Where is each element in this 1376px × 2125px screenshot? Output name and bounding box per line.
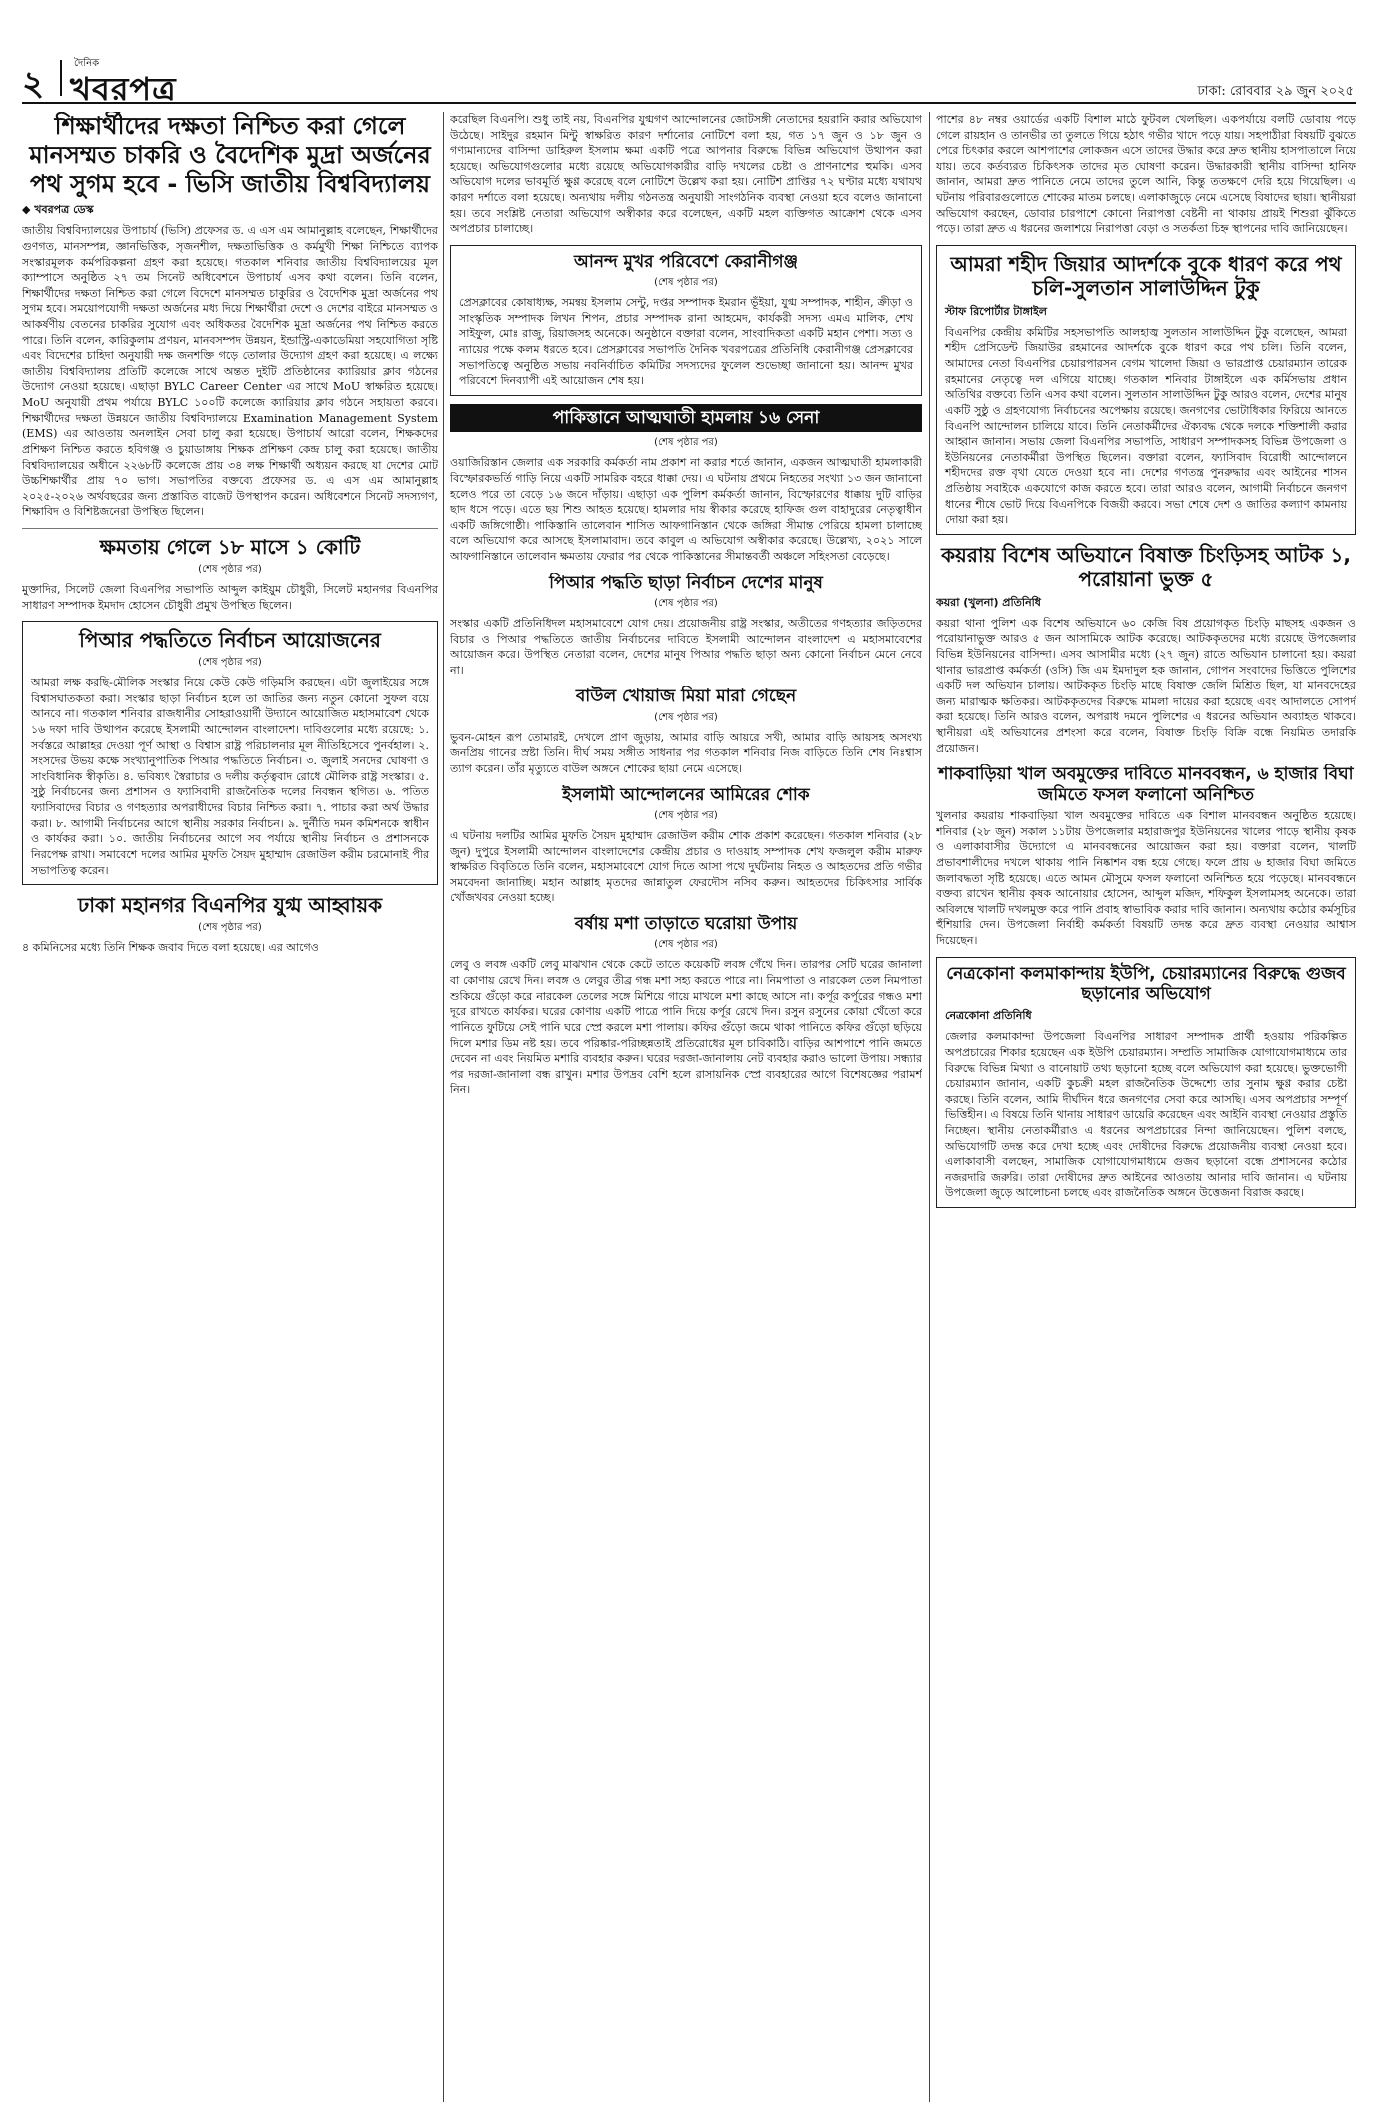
article-headline: আমরা শহীদ জিয়ার আদর্শকে বুকে ধারণ করে পথ চলি-সুলতান সালাউদ্দিন টুকু xyxy=(950,251,1342,300)
article-dhaka-bnp xyxy=(22,893,438,956)
brand-subtitle: দৈনিক xyxy=(74,58,100,69)
article-body: কয়রা থানা পুলিশ এক বিশেষ অভিযানে ৬০ কেজি বিষ প্রয়োগকৃত চিংড়ি মাছসহ একজন ও পরোয়ানাভুক্ত আরও ৫ জন আসামিকে আটক করেছে। আটককৃতদের মধ্যে রয়েছে উপজেলার বিভিন্ন ইউনিয়নের বাসিন্দা। এসব আসামীর মধ্যে (২৭ জুন) রাতে অভিযান চালানো হয়। কয়রা থানার ভারপ্রাপ্ত কর্মকর্তা (ওসি) জি এম ইমদাদুল হক জানান, গোপন সংবাদের ভিত্তিতে পুলিশের একটি দল অভিযান চালায়। আটককৃত চিংড়ি মাছে বিষাক্ত জেলি মিশ্রিত ছিল, যা মানবদেহের জন্য মারাত্মক ক্ষতিকর। আটককৃতদের বিরুদ্ধে মামলা দায়ের করা হয়েছে এবং আদালতে সোপর্দ করা হয়েছে। তিনি আরও বলেন, অপরাধ দমনে পুলিশের এ ধরনের অভিযান অব্যাহত থাকবে। স্থানীয়রা এই অভিযানের প্রশংসা করে বলেন, বিষাক্ত চিংড়ি বিক্রি বন্ধে নিয়মিত তদারকি প্রয়োজন। xyxy=(936,616,1356,755)
article-headline: শিক্ষার্থীদের দক্ষতা নিশ্চিত করা গেলে মানসম্মত চাকরি ও বৈদেশিক মুদ্রা অর্জনের পথ সুগম হবে - ভিসি জাতীয় বিশ্ববিদ্যালয় xyxy=(29,112,431,198)
continued-label: (শেষ পৃষ্ঠার পর) xyxy=(198,922,262,934)
article-baul-khowaj xyxy=(450,686,922,776)
continued-label: (শেষ পৃষ্ঠার পর) xyxy=(198,657,262,669)
divider xyxy=(22,528,438,529)
article-body: ভুবন-মোহন রূপ তোমারই, দেখলে প্রাণ জুড়ায়, আমার বাড়ি আয়রে সখী, আমার বাড়ি আয়সহ অসংখ্য জনপ্রিয় গানের স্রষ্টা তিনি। দীর্ঘ সময় সঙ্গীত সাধনার পর গতকাল শনিবার নিজ বাড়িতে তিনি শেষ নিঃশ্বাস ত্যাগ করেন। তাঁর মৃত্যুতে বাউল অঙ্গনে শোকের ছায়া নেমে এসেছে। xyxy=(450,730,922,776)
article-body: এ ঘটনায় দলটির আমির মুফতি সৈয়দ মুহাম্মাদ রেজাউল করীম শোক প্রকাশ করেছেন। গতকাল শনিবার (২৮ জুন) দুপুরে ইসলামী আন্দোলন বাংলাদেশের কেন্দ্রীয় প্রচার ও দাওয়াহ সম্পাদক শেখ ফজলুল করীম মারুফ স্বাক্ষরিত বিবৃতিতে তিনি বলেন, মহাসমাবেশে যোগ দিতে আসা পথে দুর্ঘটনায় নিহত ও আহতদের প্রতি গভীর সমবেদনা জানাচ্ছি। মহান আল্লাহ মৃতদের জান্নাতুল ফেরদৌস নসিব করুন। আহতদের চিকিৎসার সার্বিক খোঁজখবর নেওয়া হচ্ছে। xyxy=(450,829,922,905)
article-kalmakanda-rumor xyxy=(936,957,1356,1208)
continued-label: (শেষ পৃষ্ঠার পর) xyxy=(654,810,718,822)
continued-label: (শেষ পৃষ্ঠার পর) xyxy=(654,711,718,723)
continued-label: (শেষ পৃষ্ঠার পর) xyxy=(198,563,262,575)
continued-label: (শেষ পৃষ্ঠার পর) xyxy=(654,277,718,289)
article-headline: পিআর পদ্ধতি ছাড়া নির্বাচন দেশের মানুষ xyxy=(549,572,823,593)
column-rule xyxy=(929,112,930,2102)
masthead xyxy=(22,56,1356,108)
brand-logo: খবরপত্র xyxy=(70,70,177,108)
article-headline: ঢাকা মহানগর বিএনপির যুগ্ম আহ্বায়ক xyxy=(77,893,383,918)
article-headline: বর্ষায় মশা তাড়াতে ঘরোয়া উপায় xyxy=(574,914,798,935)
article-headline: কয়রায় বিশেষ অভিযানে বিষাক্ত চিংড়িসহ আটক ১, পরোয়ানা ভুক্ত ৫ xyxy=(941,542,1351,591)
article-headline: শাকবাড়িয়া খাল অবমুক্তের দাবিতে মানববন্ধন, ৬ হাজার বিঘা জমিতে ফসল ফলানো অনিশ্চিত xyxy=(938,764,1354,805)
article-body: খুলনার কয়রায় শাকবাড়িয়া খাল অবমুক্তের দাবিতে এক বিশাল মানববন্ধন অনুষ্ঠিত হয়েছে। শনিবার (২৮ জুন) সকাল ১১টায় উপজেলার মহারাজপুর ইউনিয়নের খালের পাড়ে স্থানীয় কৃষক ও এলাকাবাসীর উদ্যোগে এ মানববন্ধনের আয়োজন করা হয়। বক্তারা বলেন, খালটি প্রভাবশালীদের দখলে থাকায় পানি নিষ্কাশন বন্ধ হয়ে গেছে। ফলে প্রায় ৬ হাজার বিঘা জমিতে জলাবদ্ধতা সৃষ্টি হয়েছে। এতে আমন মৌসুমে ফসল ফলানো অনিশ্চিত হয়ে পড়েছে। মানববন্ধনে বক্তব্য রাখেন স্থানীয় কৃষক আনোয়ার হোসেন, আব্দুল মজিদ, শফিকুল ইসলামসহ অনেকে। তারা অবিলম্বে খালটি দখলমুক্ত করে পানি প্রবাহ স্বাভাবিক করার দাবি জানান। অন্যথায় কঠোর কর্মসূচির হুঁশিয়ারি দেন। উপজেলা নির্বাহী কর্মকর্তা বিষয়টি তদন্ত করে দ্রুত ব্যবস্থা নেওয়ার আশ্বাস দিয়েছেন। xyxy=(936,809,1356,947)
masthead-divider xyxy=(60,60,62,96)
column-left xyxy=(22,112,438,2102)
article-body: পাশের ৪৮ নম্বর ওয়ার্ডের একটি বিশাল মাঠে ফুটবল খেলছিল। একপর্যায়ে বলটি ডোবায় পড়ে গেলে রায়হান ও তানভীর তা তুলতে গিয়ে হঠাৎ গভীর খাদে পড়ে যায়। সহপাঠীরা বিষয়টি বুঝতে পেরে চিৎকার করলে আশপাশের লোকজন এসে তাদের উদ্ধার করে দ্রুত স্থানীয় হাসপাতালে নিয়ে যায়। তবে কর্তব্যরত চিকিৎসক তাদের মৃত ঘোষণা করেন। উদ্ধারকারী স্থানীয় বাসিন্দা হানিফ জানান, আমরা দ্রুত পানিতে নেমে তাদের তুলে আনি, কিন্তু ততক্ষণে দেরি হয়ে গিয়েছিল। এ ঘটনায় পরিবারগুলোতে শোকের মাতম চলছে। এলাকাজুড়ে নেমে এসেছে বিষাদের ছায়া। স্থানীয়রা অভিযোগ করছেন, ডোবার চারপাশে কোনো নিরাপত্তা বেষ্টনী না থাকায় প্রায়ই শিশুরা ঝুঁকিতে পড়ে। তারা দ্রুত এ ধরনের জলাশয়ে নিরাপত্তা বেড়া ও সতর্কতা চিহ্ন স্থাপনের দাবি জানিয়েছেন। xyxy=(936,113,1356,236)
article-pr-election xyxy=(22,621,438,885)
article-byline: ◆ খবরপত্র ডেস্ক xyxy=(22,203,94,217)
article-headline: ইসলামী আন্দোলনের আমিরের শোক xyxy=(562,784,810,805)
article-headline: ক্ষমতায় গেলে ১৮ মাসে ১ কোটি xyxy=(99,534,361,559)
continued-label: (শেষ পৃষ্ঠার পর) xyxy=(654,437,718,449)
article-byline: কয়রা (খুলনা) প্রতিনিধি xyxy=(936,595,1041,609)
article-body: জেলার কলমাকান্দা উপজেলা বিএনপির সাধারণ সম্পাদক প্রার্থী হওয়ায় পরিকল্পিত অপপ্রচারের শিকার হয়েছেন এক ইউপি চেয়ারম্যান। সম্প্রতি সামাজিক যোগাযোগমাধ্যমে তার বিরুদ্ধে বিভিন্ন মিথ্যা ও বানোয়াট তথ্য ছড়ানো হচ্ছে বলে অভিযোগ করা হয়েছে। ভুক্তভোগী চেয়ারম্যান জানান, একটি কুচক্রী মহল রাজনৈতিক উদ্দেশ্যে তার সুনাম ক্ষুণ্ণ করার চেষ্টা করছে। তিনি বলেন, আমি দীর্ঘদিন ধরে জনগণের সেবা করে আসছি। এসব অপপ্রচার সম্পূর্ণ ভিত্তিহীন। এ বিষয়ে তিনি থানায় সাধারণ ডায়েরি করেছেন এবং আইনি ব্যবস্থা নেওয়ার প্রস্তুতি নিচ্ছেন। স্থানীয় নেতাকর্মীরাও এ ধরনের অপপ্রচারের নিন্দা জানিয়েছেন। পুলিশ বলছে, অভিযোগটি তদন্ত করে দেখা হচ্ছে এবং দোষীদের বিরুদ্ধে প্রয়োজনীয় ব্যবস্থা নেওয়া হবে। এলাকাবাসী বলছেন, সামাজিক যোগাযোগমাধ্যমে গুজব ছড়ানো বন্ধে প্রশাসনের কঠোর নজরদারি জরুরি। তারা দোষীদের দ্রুত আইনের আওতায় আনার দাবি জানান। এ ঘটনায় উপজেলা জুড়ে আলোচনা চলছে এবং রাজনৈতিক অঙ্গনে উত্তেজনা বিরাজ করছে। xyxy=(945,1030,1347,1200)
column-right xyxy=(936,112,1356,2102)
page-number: ২ xyxy=(22,64,45,104)
article-gazipur-continued xyxy=(936,112,1356,237)
column-middle xyxy=(450,112,922,2102)
article-mosquito-tips xyxy=(450,914,922,1098)
article-byline: নেত্রকোনা প্রতিনিধি xyxy=(945,1009,1032,1023)
article-body: ওয়াজিরিস্তান জেলার এক সরকারি কর্মকর্তা নাম প্রকাশ না করার শর্তে জানান, একজন আত্মঘাতী হামলাকারী বিস্ফোরকভর্তি গাড়ি নিয়ে একটি সামরিক বহরে ধাক্কা দেয়। এ ঘটনায় প্রথমে নিহতের সংখ্যা ১৩ জন জানানো হলেও পরে তা বেড়ে ১৬ জনে দাঁড়ায়। এছাড়া এক পুলিশ কর্মকর্তা জানান, বিস্ফোরণের ধাক্কায় দুটি বাড়ির ছাদ ধসে পড়ে। এতে ছয় শিশু আহত হয়েছে। হামলার দায় স্বীকার করেছে হাফিজ গুল বাহাদুরের নেতৃত্বাধীন একটি জঙ্গিগোষ্ঠী। পাকিস্তানি তালেবান শাসিত আফগানিস্তান থেকে জঙ্গিরা সীমান্ত পেরিয়ে হামলা চালাচ্ছে বলে অভিযোগ করে আসছে ইসলামাবাদ। তবে কাবুল এ অভিযোগ অস্বীকার করেছে। উল্লেখ্য, ২০২১ সালে আফগানিস্তানে তালেবান ক্ষমতায় ফেরার পর থেকে পাকিস্তানের সীমান্তবর্তী অঞ্চলে সহিংসতা বেড়েছে। xyxy=(450,456,922,563)
article-body: প্রেসক্লাবের কোষাধ্যক্ষ, সমন্বয় ইসলাম সেন্টু, দপ্তর সম্পাদক ইমরান ভূঁইয়া, যুগ্ম সম্পাদক, শাহীন, ক্রীড়া ও সাংস্কৃতিক সম্পাদক লিখন শিপন, প্রচার সম্পাদক রানা আহমেদ, কার্যকরী সদস্য এমএ মালিক, শেখ সাইফুল, মোঃ রাজু, রিয়াজসহ অনেকে। অনুষ্ঠানে বক্তারা বলেন, সাংবাদিকতা একটি মহান পেশা। সত্য ও ন্যায়ের পক্ষে কলম ধরতে হবে। প্রেসক্লাবের সভাপতি দৈনিক খবরপত্রের প্রতিনিধি কেরানীগঞ্জ প্রেসক্লাবের সভাপতিত্বে অনুষ্ঠিত সভায় নবনির্বাচিত কমিটির সদস্যদের ফুলেল শুভেচ্ছা জানানো হয়। আনন্দ মুখর পরিবেশে দিনব্যাপী এই আয়োজন শেষ হয়। xyxy=(459,296,913,388)
column-rule xyxy=(443,112,444,2102)
article-headline: নেত্রকোনা কলমাকান্দায় ইউপি, চেয়ারম্যানের বিরুদ্ধে গুজব ছড়ানোর অভিযোগ xyxy=(946,963,1346,1004)
article-byline: স্টাফ রিপোর্টার টাঙ্গাইল xyxy=(945,304,1047,318)
article-headline: পিআর পদ্ধতিতে নির্বাচন আয়োজনের xyxy=(79,628,381,653)
article-headline: আনন্দ মুখর পরিবেশে কেরানীগঞ্জ xyxy=(573,251,798,272)
article-body: লেবু ও লবঙ্গ একটি লেবু মাঝখান থেকে কেটে তাতে কয়েকটি লবঙ্গ গেঁথে দিন। তারপর সেটি ঘরের জানালা বা কোণায় রেখে দিন। লবঙ্গ ও লেবুর তীব্র গন্ধ মশা সহ্য করতে পারে না। নিমপাতা ও নারকেল তেল নিমপাতা শুকিয়ে গুঁড়ো করে নারকেল তেলের সঙ্গে মিশিয়ে গায়ে মাখলে মশা কাছে আসে না। কর্পূর কর্পূরের গন্ধও মশা দূরে রাখতে কার্যকর। ঘরের কোণায় একটি পাত্রে পানি দিয়ে কর্পূর রেখে দিন। রসুন রসুনের কোয়া থেঁতো করে পানিতে ফুটিয়ে সেই পানি ঘরে স্প্রে করলে মশা পালায়। কফির গুঁড়ো জমে থাকা পানিতে কফির গুঁড়ো ছড়িয়ে দিলে মশার ডিম নষ্ট হয়। তবে পরিষ্কার-পরিচ্ছন্নতাই প্রতিরোধের মূল চাবিকাঠি। বাড়ির আশপাশে পানি জমতে দেবেন না এবং নিয়মিত মশারি ব্যবহার করুন। ঘরের দরজা-জানালায় নেট ব্যবহার করাও ভালো উপায়। সন্ধ্যার পর দরজা-জানালা বন্ধ রাখুন। মশার উপদ্রব বেশি হলে রাসায়নিক স্প্রে ব্যবহারের আগে বিশেষজ্ঞের পরামর্শ নিন। xyxy=(450,958,922,1097)
article-koyra-shrimp xyxy=(936,543,1356,756)
article-headline: পাকিস্তানে আত্মঘাতী হামলায় ১৬ সেনা xyxy=(450,404,922,432)
article-bnp-notice xyxy=(450,112,922,237)
article-body: জাতীয় বিশ্ববিদ্যালয়ের উপাচার্য (ভিসি) প্রফেসর ড. এ এস এম আমানুল্লাহ বলেছেন, শিক্ষার্থীদের গুণগত, মানসম্পন্ন, জ্ঞানভিত্তিক, সৃজনশীল, দক্ষতাভিত্তিক ও কর্মমুখী শিক্ষা নিশ্চিতে ব্যাপক সংস্কারমূলক কর্মপরিকল্পনা গ্রহণ করা হয়েছে। গতকাল শনিবার জাতীয় বিশ্ববিদ্যালয়ের মূল ক্যাম্পাসে অনুষ্ঠিত ২৭ তম সিনেট অধিবেশনে উপাচার্য এসব কথা বলেন। তিনি বলেন, শিক্ষার্থীদের দক্ষতা নিশ্চিত করা গেলে বিদেশে মানসম্মত চাকুরির ও বৈদেশিক মুদ্রা অর্জনের পথ সুগম হবে। সময়োপযোগী দক্ষতা অর্জনের মধ্য দিয়ে শিক্ষার্থীরা দেশে ও দেশের বাইরে মানসম্মত ও আকর্ষণীয় বেতনের চাকরির সুযোগ এবং অধিকতর বৈদেশিক মুদ্রা অর্জনের পথ নিশ্চিত করতে পারে। তিনি বলেন, কারিকুলাম প্রণয়ন, মানবসম্পদ উন্নয়ন, ইন্ডাস্ট্রি-একাডেমিয়া সহযোগিতা সৃষ্টি এবং বিদেশের চাহিদা অনুযায়ী দক্ষ জনশক্তি গড়ে তোলার উদ্যোগ গ্রহণ করা হয়েছে। এ লক্ষ্যে জাতীয় বিশ্ববিদ্যালয় প্রতিটি কলেজে সাথে অন্তত দুইটি প্রতিষ্ঠানের ক্যারিয়ার ক্লাব গঠনের উদ্যোগ নেওয়া হয়েছে। এছাড়া BYLC Career Center এর সাথে MoU স্বাক্ষরিত হয়েছে। MoU অনুযায়ী প্রথম পর্যায়ে BYLC ১০০টি কলেজে ক্যারিয়ার ক্লাব গঠনে সহায়তা করবে। শিক্ষার্থীদের দক্ষতা উন্নয়নে জাতীয় বিশ্ববিদ্যালয়ে Examination Management System (EMS) এর আওতায় অনলাইন সেবা চালু করা হয়েছে। উপাচার্য আরো বলেন, শিক্ষকদের প্রশিক্ষণ নিশ্চিত করতে হবিগঞ্জ ও চুয়াডাঙ্গায় শিক্ষক প্রশিক্ষণ কেন্দ্র চালু করা হয়েছে। জাতীয় বিশ্ববিদ্যালয়ের অধীনে ২২৬৮টি কলেজে প্রায় ৩৪ লক্ষ শিক্ষার্থী অধ্যয়ন করছে যা দেশের মোট উচ্চশিক্ষার্থীর প্রায় ৭০ ভাগ। সভাপতির বক্তব্যে প্রফেসর ড. এ এস এম আমানুল্লাহ ২০২৫-২০২৬ অর্থবছরের জন্য প্রস্তাবিত বাজেট উপস্থাপন করেন। অধিবেশনে সিনেট সদস্যগণ, শিক্ষাবিদ ও বিশিষ্টজনেরা উপস্থিত ছিলেন। xyxy=(22,224,438,519)
article-nu-vc-skills xyxy=(22,112,438,520)
article-keraniganj xyxy=(450,245,922,396)
article-body: ৪ কমিনিসের মধ্যে তিনি শিক্ষক জবাব দিতে বলা হয়েছে। এর আগেও xyxy=(22,941,319,955)
article-body: সংস্কার একটি প্রতিনিধিদল মহাসমাবেশে যোগ দেয়। প্রয়োজনীয় রাষ্ট্র সংস্কার, অতীতের গণহত্যার জড়িতদের বিচার ও পিআর পদ্ধতিতে জাতীয় নির্বাচনের দাবিতে ইসলামী আন্দোলন বাংলাদেশ এ মহাসমাবেশের আয়োজন করে। উপস্থিত নেতারা বলেন, দেশের মানুষ পিআর পদ্ধতি ছাড়া অন্য কোনো নির্বাচন মেনে নেবে না। xyxy=(450,616,922,677)
article-body: করেছিল বিএনপি। শুধু তাই নয়, বিএনপির যুগ্মগণ আন্দোলনের জোটসঙ্গী নেতাদের হয়রানি করার অভিযোগ উঠেছে। সাইদুর রহমান মিন্টু স্বাক্ষরিত কারণ দর্শানোর নোটিশে বলা হয়, গত ১৭ জুন ও ১৮ জুন ও গণ্যমান্যদের বাসিন্দা ডাহিরুল ইসলাম ক্ষমা একটি পত্রে আপনার বিরুদ্ধে বিভিন্ন অভিযোগ উত্থাপন করা হয়েছে। অভিযোগগুলোর মধ্যে রয়েছে অভিযোগকারীর বাড়ি দখলের চেষ্টা ও প্রাণনাশের হুমকি। এসব অভিযোগ দলের ভাবমূর্তি ক্ষুণ্ণ করেছে বলে নোটিশে উল্লেখ করা হয়। নোটিশ প্রাপ্তির ৭২ ঘণ্টার মধ্যে যথাযথ কারণ দর্শাতে বলা হয়েছে। অন্যথায় দলীয় গঠনতন্ত্র অনুযায়ী সাংগঠনিক ব্যবস্থা নেওয়া হবে বলেও জানানো হয়। তবে সংশ্লিষ্ট নেতারা অভিযোগ অস্বীকার করে বলেছেন, একটি মহল ব্যক্তিগত আক্রোশ থেকে এসব অপপ্রচার চালাচ্ছে। xyxy=(450,113,922,236)
article-headline: বাউল খোয়াজ মিয়া মারা গেছেন xyxy=(575,686,797,707)
article-pr-method xyxy=(450,573,922,679)
article-amir-condolence xyxy=(450,785,922,906)
article-power-18-months xyxy=(22,535,438,613)
dateline: ঢাকা: রোববার ২৯ জুন ২০২৫ xyxy=(1197,84,1354,99)
continued-label: (শেষ পৃষ্ঠার পর) xyxy=(654,597,718,609)
article-body: আমরা লক্ষ করছি-মৌলিক সংস্কার নিয়ে কেউ কেউ গড়িমসি করছেন। এটা জুলাইয়ের সঙ্গে বিশ্বাসঘাতকতা করা। সংস্কার ছাড়া নির্বাচন হলে তা জাতির জন্য নতুন কোনো সুফল বয়ে আনবে না। গতকাল শনিবার রাজধানীর সোহরাওয়ার্দী উদ্যানে আয়োজিত মহাসমাবেশ থেকে ১৬ দফা দাবি উত্থাপন করেছে ইসলামী আন্দোলন বাংলাদেশ। দাবিগুলোর মধ্যে রয়েছে: ১. সর্বস্তরে আল্লাহর দেওয়া পূর্ণ আস্থা ও বিশ্বাস রাষ্ট্র পরিচালনার মূল নীতিহিসেবে পুনর্বহাল। ২. সংসদের উভয় কক্ষে সংখ্যানুপাতিক পিআর পদ্ধতিতে নির্বাচন। ৩. জুলাই সনদের ঘোষণা ও সাংবিধানিক স্বীকৃতি। ৪. ভবিষ্যৎ স্বৈরাচার ও দলীয় কর্তৃত্ববাদ রোধে মৌলিক রাষ্ট্র সংস্কার। ৫. সুষ্ঠু নির্বাচনের জন্য প্রশাসন ও ফ্যাসিবাদী রাজনৈতিক দলের নিবন্ধন স্থগিত। ৬. পতিত ফ্যাসিবাদের বিচার ও গণহত্যার অপরাধীদের বিচার নিশ্চিত করা। ৭. পাচার করা অর্থ উদ্ধার করা। ৮. আগামী নির্বাচনের আগে স্থানীয় সরকার নির্বাচন। ৯. দুর্নীতি দমন কমিশনকে স্বাধীন ও কার্যকর করা। ১০. জাতীয় নির্বাচনের আগে সব পর্যায়ে স্থানীয় নির্বাচন ও প্রশাসনকে নিরপেক্ষ রাখা। সমাবেশে দলের আমির মুফতি সৈয়দ মুহাম্মাদ রেজাউল করীম চরমোনাই পীর সভাপতিত্ব করেন। xyxy=(31,676,429,877)
continued-label: (শেষ পৃষ্ঠার পর) xyxy=(654,939,718,951)
article-shakbaria-canal xyxy=(936,764,1356,948)
article-tuku-bnp xyxy=(936,245,1356,535)
article-body: মুক্তাদির, সিলেট জেলা বিএনপির সভাপতি আব্দুল কাইয়ুম চৌধুরী, সিলেট মহানগর বিএনপির সাধারণ সম্পাদক ইমদাদ হোসেন চৌধুরী প্রমুখ উপস্থিত ছিলেন। xyxy=(22,582,438,612)
article-pakistan-attack xyxy=(450,404,922,565)
page-content xyxy=(22,112,1356,2102)
article-body: বিএনপির কেন্দ্রীয় কমিটির সহসভাপতি আলহাজ্ব সুলতান সালাউদ্দিন টুকু বলেছেন, আমরা শহীদ প্রেসিডেন্ট জিয়াউর রহমানের আদর্শকে বুকে ধারণ করে পথ চলি। তিনি বলেন, আমাদের নেতা বিএনপির চেয়ারপারসন বেগম খালেদা জিয়া ও ভারপ্রাপ্ত চেয়ারম্যান তারেক রহমানের নেতৃত্বে দল এগিয়ে যাচ্ছে। গতকাল শনিবার টাঙ্গাইলে এক কর্মিসভায় প্রধান অতিথির বক্তব্যে তিনি এসব কথা বলেন। সুলতান সালাউদ্দিন টুকু আরও বলেন, দেশের মানুষ একটি সুষ্ঠু ও গ্রহণযোগ্য নির্বাচনের অপেক্ষায় রয়েছে। জনগণের ভোটাধিকার ফিরিয়ে আনতে বিএনপি আন্দোলন চালিয়ে যাবে। তিনি নেতাকর্মীদের ঐক্যবদ্ধ থেকে দলকে শক্তিশালী করার আহ্বান জানান। সভায় জেলা বিএনপির সভাপতি, সাধারণ সম্পাদকসহ বিভিন্ন উপজেলা ও ইউনিয়নের নেতাকর্মীরা উপস্থিত ছিলেন। বক্তারা বলেন, ফ্যাসিবাদ বিরোধী আন্দোলনে শহীদদের রক্ত বৃথা যেতে দেওয়া হবে না। দেশের গণতন্ত্র পুনরুদ্ধার এবং আইনের শাসন প্রতিষ্ঠায় সবাইকে একযোগে কাজ করতে হবে। তারা আরও বলেন, আগামী নির্বাচনে জনগণ ধানের শীষে ভোট দিয়ে বিএনপিকে বিজয়ী করবে। সভা শেষে দেশ ও জাতির কল্যাণ কামনায় দোয়া করা হয়। xyxy=(945,325,1347,527)
